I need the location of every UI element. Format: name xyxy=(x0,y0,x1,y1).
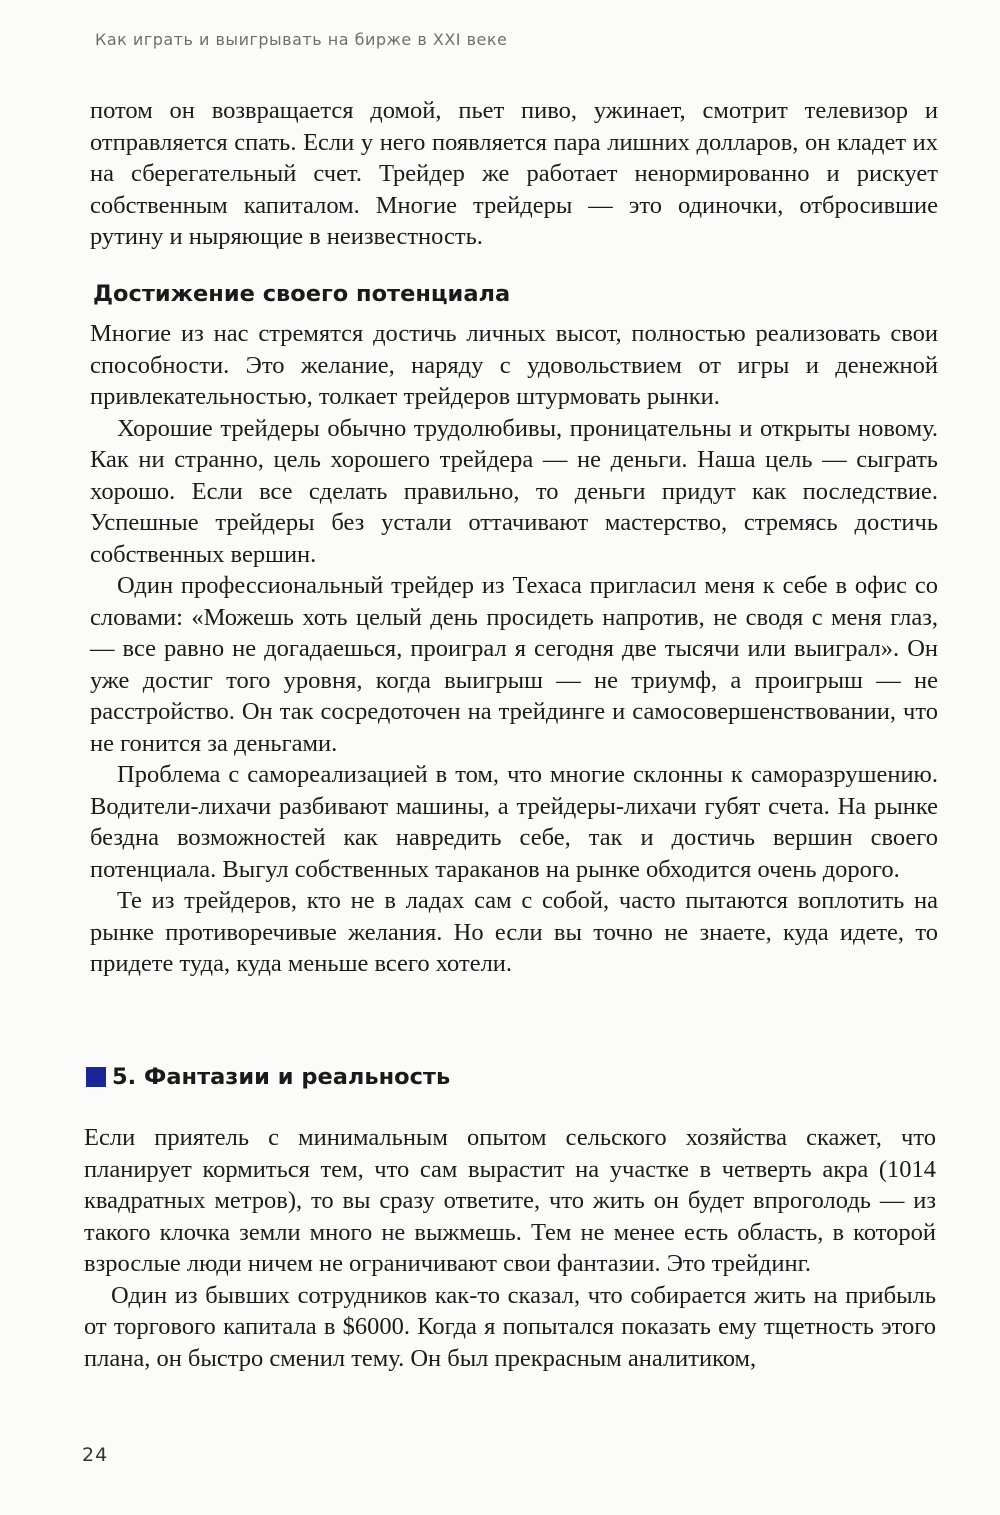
paragraph: Один профессиональный трейдер из Техаса пригласил меня к себе в офис со словами: «Можешь хоть целый день просидеть напротив, не сводя с меня глаз, — все равно не догадаешься, проиграл я сегодня две тысячи или выиграл». Он уже достиг того уровня, когда выигрыш — не триумф, а проигрыш — не расстройство. Он так сосредоточен на трейдинге и самосовершенствовании, что не гонится за деньгами. xyxy=(90,572,938,757)
section-marker-square xyxy=(86,1067,106,1087)
section-heading xyxy=(86,1064,450,1090)
paragraph: Один из бывших сотрудников как-то сказал, что собирается жить на прибыль от торгового капитала в $6000. Когда я попытался показать ему тщетность этого плана, он быстро сменил тему. Он был прекрасным аналитиком, xyxy=(84,1281,936,1372)
intro-paragraph: потом он возвращается домой, пьет пиво, ужинает, смотрит телевизор и отправляется спать. Если у него появляется пара лишних долларов, он кладет их на сберегательный счет. Трейдер же работает ненормированно и рискует собственным капиталом. Многие трейдеры — это одиночки, отбросившие рутину и ныряющие в неизвестность. xyxy=(90,97,938,250)
intro-text-block xyxy=(90,95,938,253)
subheading-potential: Достижение своего потенциала xyxy=(93,281,511,307)
section-heading-text: 5. Фантазии и реальность xyxy=(112,1064,451,1090)
paragraph: Многие из нас стремятся достичь личных высот, полностью реализовать свои способности. Это желание, наряду с удовольствием от игры и денежной привлекательностью, толкает трейдеров штурмовать рынки. xyxy=(90,320,938,410)
running-head: Как играть и выигрывать на бирже в XXI веке xyxy=(95,30,508,49)
fantasy-text-block xyxy=(84,1122,936,1374)
page-number: 24 xyxy=(82,1444,109,1466)
potential-text-block xyxy=(90,318,938,980)
paragraph: Если приятель с минимальным опытом сельского хозяйства скажет, что планирует кормиться тем, что сам вырастит на участке в четверть акра (1014 квадратных метров), то вы сразу ответите, что жить он будет впроголодь — из такого клочка земли много не выжмешь. Тем не менее есть область, в которой взрослые люди ничем не ограничивают свои фантазии. Это трейдинг. xyxy=(84,1124,936,1277)
paragraph: Те из трейдеров, кто не в ладах сам с собой, часто пытаются воплотить на рынке противоречивые желания. Но если вы точно не знаете, куда идете, то придете туда, куда меньше всего хотели. xyxy=(90,887,938,977)
paragraph: Проблема с самореализацией в том, что многие склонны к саморазрушению. Водители-лихачи разбивают машины, а трейдеры-лихачи губят счета. На рынке бездна возможностей как навредить себе, так и достичь вершин своего потенциала. Выгул собственных тараканов на рынке обходится очень дорого. xyxy=(90,761,938,883)
paragraph: Хорошие трейдеры обычно трудолюбивы, проницательны и открыты новому. Как ни странно, цель хорошего трейдера — не деньги. Наша цель — сыграть хорошо. Если все сделать правильно, то деньги придут как последствие. Успешные трейдеры без устали оттачивают мастерство, стремясь достичь собственных вершин. xyxy=(90,414,938,568)
